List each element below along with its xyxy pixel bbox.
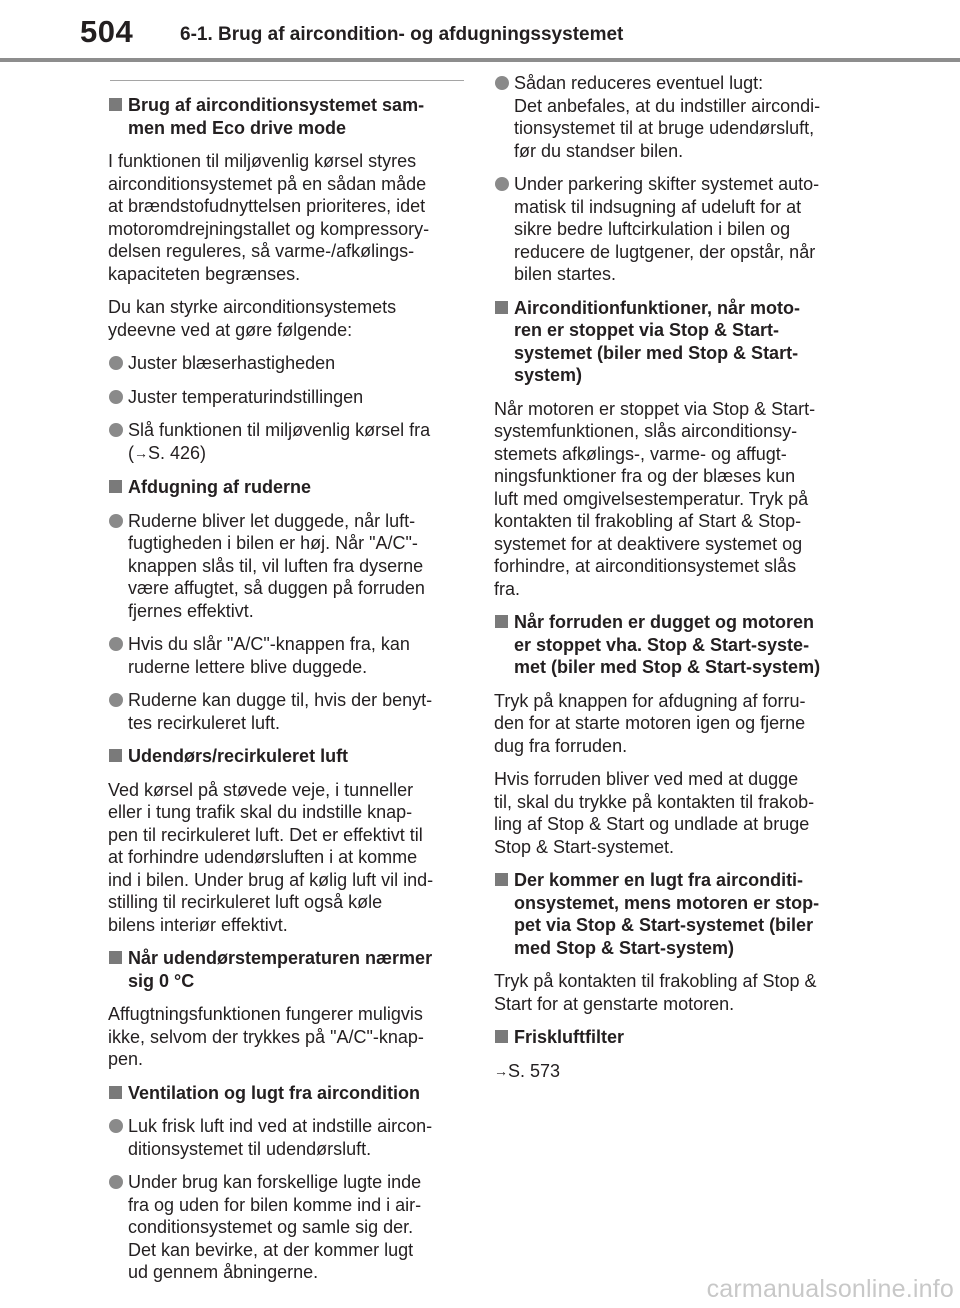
paragraph: Tryk på knappen for afdugning af forru- den for at starte motoren igen og fjerne dug fra forruden. bbox=[494, 690, 806, 756]
round-bullet-icon bbox=[109, 356, 123, 370]
bullet-text: Hvis du slår "A/C"-knappen fra, kan ruderne lettere blive duggede. bbox=[128, 634, 410, 677]
page-header bbox=[0, 0, 960, 68]
bullet-item bbox=[108, 633, 464, 678]
heading-text: Airconditionfunktioner, når moto- ren er stoppet via Stop & Start- systemet (biler med Stop & Start- system) bbox=[514, 297, 800, 385]
round-bullet-icon bbox=[109, 637, 123, 651]
square-bullet-icon bbox=[109, 1086, 122, 1099]
heading-text: Friskluftfilter bbox=[514, 1027, 625, 1047]
bullet-text: Sådan reduceres eventuel lugt: Det anbefales, at du indstiller aircondi- tionsystemet til at bruge udendørsluft, før du standser bilen. bbox=[514, 73, 821, 161]
bullet-text: Juster blæserhastigheden bbox=[128, 353, 336, 373]
round-bullet-icon bbox=[109, 1119, 123, 1133]
bullet-item bbox=[108, 386, 464, 409]
round-bullet-icon bbox=[495, 76, 509, 90]
square-bullet-icon bbox=[495, 301, 508, 314]
bullet-text: Juster temperaturindstillingen bbox=[128, 386, 364, 407]
square-bullet-icon bbox=[495, 873, 508, 886]
heading-text: Når forruden er dugget og motoren er stoppet vha. Stop & Start-syste- met (biler med Stop & Start-system) bbox=[514, 612, 821, 677]
round-bullet-icon bbox=[109, 514, 123, 528]
heading-text: Udendørs/recirkuleret luft bbox=[128, 746, 349, 766]
round-bullet-icon bbox=[109, 390, 123, 404]
arrow-right-icon: → bbox=[494, 1062, 508, 1079]
paragraph: Når motoren er stoppet via Stop & Start- systemfunktionen, slås airconditionsy- stemets afkølings-, varme- og affugt- ningsfunktioner fra og der blæses kun luft med omgivelsestemperatur. Tryk på kontakten til frakobling af Start & Stop- systemet for at deaktivere systemet og forhindre, at airconditionsystemet slås fra. bbox=[494, 398, 816, 599]
round-bullet-icon bbox=[109, 1175, 123, 1189]
page-number: 504 bbox=[80, 14, 134, 49]
arrow-right-icon: → bbox=[134, 444, 148, 461]
bullet-text: Ruderne bliver let duggede, når luft- fugtigheden i bilen er høj. Når "A/C"- knappen slås til, vil luften fra dyserne være affugtet, så duggen på forruden fjernes effektivt. bbox=[128, 510, 425, 621]
paragraph: Hvis forruden bliver ved med at dugge til, skal du trykke på kontakten til frakob- ling af Stop & Start og undlade at bruge Stop & Start-systemet. bbox=[494, 769, 815, 857]
paragraph: Du kan styrke airconditionsystemets ydeevne ved at gøre følgende: bbox=[108, 297, 397, 340]
bullet-text: Slå funktionen til miljøvenlig kørsel fra ( bbox=[128, 420, 431, 463]
paragraph: I funktionen til miljøvenlig kørsel styres airconditionsystemet på en sådan måde at brændstofudnyttelsen prioriteres, idet motoromdrejningstallet og kompressory- delsen reguleres, så varme-/afkølings- kapaciteten begrænses. bbox=[108, 151, 430, 284]
page-reference-link[interactable]: S. 573 bbox=[508, 1060, 561, 1081]
section-heading-defog bbox=[108, 476, 464, 499]
section-heading-recirculation bbox=[108, 745, 464, 768]
round-bullet-icon bbox=[109, 423, 123, 437]
bullet-item bbox=[494, 72, 850, 162]
page-reference bbox=[494, 1060, 850, 1084]
square-bullet-icon bbox=[495, 615, 508, 628]
square-bullet-icon bbox=[109, 749, 122, 762]
section-heading-windshield-fog bbox=[494, 611, 850, 679]
section-heading-eco-drive bbox=[108, 94, 464, 139]
bullet-item bbox=[108, 689, 464, 734]
bullet-item bbox=[108, 352, 464, 375]
header-divider bbox=[0, 58, 960, 62]
bullet-item bbox=[108, 510, 464, 623]
bullet-text: Under brug kan forskellige lugte inde fra og uden for bilen komme ind i air- conditionsystemet og samle sig der. Det kan bevirke, at der kommer lugt ud gennem åbningerne. bbox=[128, 1172, 422, 1282]
bullet-text: Ruderne kan dugge til, hvis der benyt- tes recirkuleret luft. bbox=[128, 690, 433, 733]
watermark: carmanualsonline.info bbox=[706, 1275, 954, 1303]
right-column bbox=[494, 72, 850, 1094]
bullet-item bbox=[108, 1171, 464, 1284]
section-heading-air-filter bbox=[494, 1026, 850, 1049]
heading-text: Ventilation og lugt fra aircondition bbox=[128, 1082, 420, 1103]
bullet-text: Luk frisk luft ind ved at indstille aircon- ditionsystemet til udendørsluft. bbox=[128, 1116, 433, 1159]
round-bullet-icon bbox=[495, 177, 509, 191]
paragraph: Tryk på kontakten til frakobling af Stop & Start for at genstarte motoren. bbox=[494, 971, 817, 1014]
page-reference-link[interactable]: S. 426) bbox=[148, 442, 207, 463]
heading-text: Afdugning af ruderne bbox=[128, 477, 311, 497]
bullet-item bbox=[108, 1115, 464, 1160]
chapter-title: 6-1. Brug af aircondition- og afdugningssystemet bbox=[180, 24, 624, 45]
section-heading-ventilation bbox=[108, 1082, 464, 1105]
square-bullet-icon bbox=[495, 1030, 508, 1043]
heading-text: Når udendørstemperaturen nærmer sig 0 °C bbox=[128, 948, 433, 991]
bullet-text: Under parkering skifter systemet auto- matisk til indsugning af udeluft for at sikre bedre luftcirkulation i bilen og reducere de lugtgener, der opstår, når bilen startes. bbox=[514, 174, 820, 284]
section-heading-outside-temperature bbox=[108, 947, 464, 992]
square-bullet-icon bbox=[109, 480, 122, 493]
square-bullet-icon bbox=[109, 98, 122, 111]
section-divider bbox=[110, 80, 464, 81]
section-heading-odor bbox=[494, 869, 850, 959]
paragraph: Ved kørsel på støvede veje, i tunneller eller i tung trafik skal du indstille knap- pen til recirkuleret luft. Det er effektivt til at forhindre udendørsluften i at komme ind i bilen. Under brug af kølig luft vil ind- stilling til recirkuleret luft også køle bilens interiør effektivt. bbox=[108, 779, 434, 935]
bullet-item bbox=[494, 173, 850, 286]
round-bullet-icon bbox=[109, 693, 123, 707]
heading-text: Der kommer en lugt fra airconditi- onsystemet, mens motoren er stop- pet via Stop & Start-systemet (biler med Stop & Start-system) bbox=[514, 870, 820, 958]
square-bullet-icon bbox=[109, 951, 122, 964]
heading-text: Brug af airconditionsystemet sam- men med Eco drive mode bbox=[128, 95, 425, 138]
paragraph: Affugtningsfunktionen fungerer muligvis ikke, selvom der trykkes på "A/C"-knap- pen. bbox=[108, 1004, 424, 1069]
section-heading-stop-start bbox=[494, 297, 850, 387]
left-column bbox=[108, 80, 464, 1295]
bullet-item bbox=[108, 419, 464, 465]
